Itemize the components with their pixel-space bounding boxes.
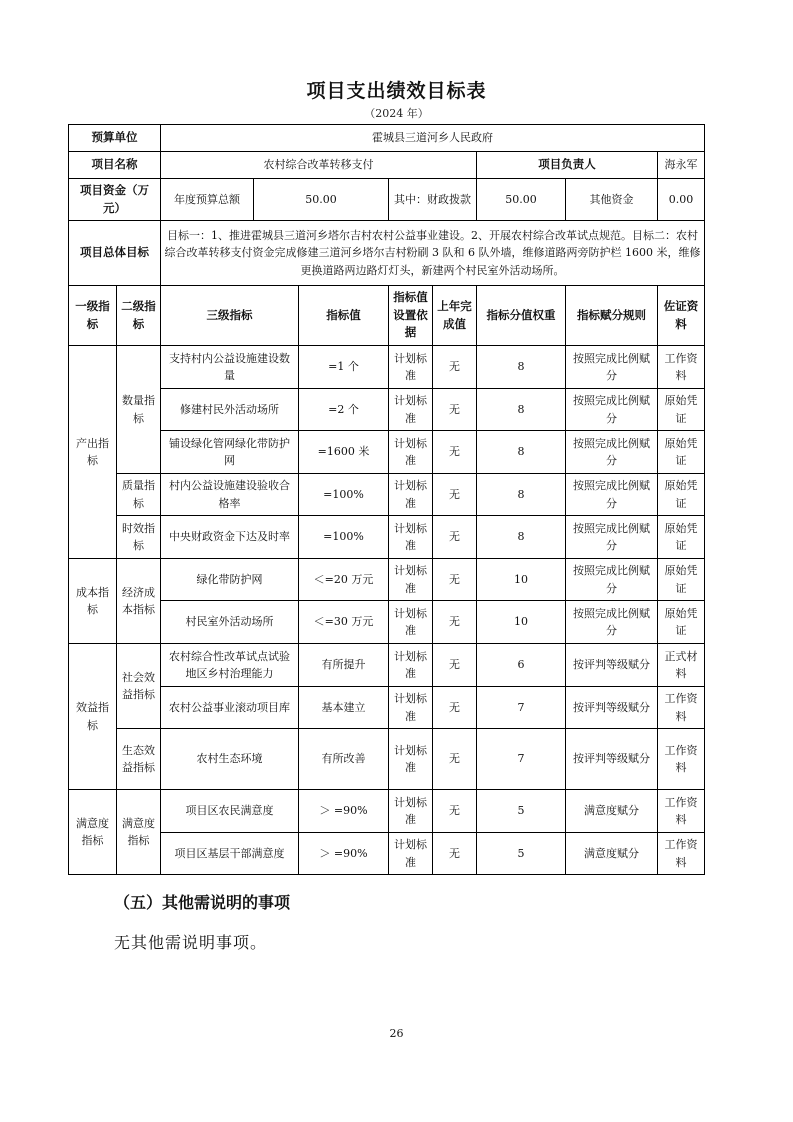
indicator-weight: 8: [477, 431, 566, 474]
indicator-name: 中央财政资金下达及时率: [161, 516, 299, 559]
header-value: 指标值: [299, 286, 389, 346]
indicator-rule: 按照完成比例赋分: [566, 389, 658, 431]
indicator-rule: 按照完成比例赋分: [566, 431, 658, 474]
indicator-weight: 8: [477, 474, 566, 516]
header-level1: 一级指标: [69, 286, 117, 346]
indicator-basis: 计划标准: [389, 346, 433, 389]
table-row: [69, 833, 705, 875]
indicator-basis: 计划标准: [389, 833, 433, 875]
goal-text: 目标一：1、推进霍城县三道河乡塔尔吉村农村公益事业建设。2、开展农村综合改革试点规范。目标二：农村综合改革转移支付资金完成修建三道河乡塔尔吉村粉刷 3 队和 6 队外墙，维修道路两旁防护栏 1600 米，维修更换道路两边路灯灯头，新建两个村民室外活动场所。: [161, 221, 705, 286]
indicator-name: 农村公益事业滚动项目库: [161, 687, 299, 729]
indicator-basis: 计划标准: [389, 389, 433, 431]
indicator-weight: 10: [477, 601, 566, 644]
budget-unit-value: 霍城县三道河乡人民政府: [161, 125, 705, 152]
indicator-evidence: 工作资料: [658, 729, 705, 790]
indicator-value: ＞ =90%: [299, 833, 389, 875]
indicator-weight: 6: [477, 644, 566, 687]
indicator-name: 农村生态环境: [161, 729, 299, 790]
indicator-prev: 无: [433, 790, 477, 833]
indicator-weight: 8: [477, 389, 566, 431]
indicator-name: 支持村内公益设施建设数量: [161, 346, 299, 389]
fiscal-label: 其中：财政拨款: [389, 179, 477, 221]
year-label: （2024 年）: [364, 107, 429, 120]
project-name-label: 项目名称: [69, 152, 161, 179]
indicator-value: ＜=20 万元: [299, 559, 389, 601]
indicator-prev: 无: [433, 644, 477, 687]
goal-label: 项目总体目标: [69, 221, 161, 286]
indicator-name: 修建村民外活动场所: [161, 389, 299, 431]
indicator-prev: 无: [433, 431, 477, 474]
indicator-evidence: 原始凭证: [658, 431, 705, 474]
indicator-weight: 10: [477, 559, 566, 601]
indicator-value: 有所改善: [299, 729, 389, 790]
indicator-prev: 无: [433, 559, 477, 601]
table-row: [69, 346, 705, 389]
project-name-value: 农村综合改革转移支付: [161, 152, 477, 179]
indicator-value: ＜=30 万元: [299, 601, 389, 644]
indicator-basis: 计划标准: [389, 474, 433, 516]
indicator-basis: 计划标准: [389, 729, 433, 790]
indicator-weight: 5: [477, 790, 566, 833]
indicator-basis: 计划标准: [389, 687, 433, 729]
indicator-evidence: 原始凭证: [658, 389, 705, 431]
indicator-name: 村内公益设施建设验收合格率: [161, 474, 299, 516]
indicator-value: =1 个: [299, 346, 389, 389]
table-row: [69, 389, 705, 431]
indicator-basis: 计划标准: [389, 559, 433, 601]
indicator-evidence: 工作资料: [658, 833, 705, 875]
indicator-evidence: 原始凭证: [658, 601, 705, 644]
indicator-name: 农村综合性改革试点试验地区乡村治理能力: [161, 644, 299, 687]
level1-output: 产出指标: [69, 346, 117, 559]
indicator-basis: 计划标准: [389, 601, 433, 644]
table-row: [69, 644, 705, 687]
indicator-weight: 5: [477, 833, 566, 875]
indicator-rule: 按照完成比例赋分: [566, 346, 658, 389]
level2-economic-cost: 经济成本指标: [117, 559, 161, 644]
other-funds-value: 0.00: [658, 179, 705, 221]
table-row: [69, 516, 705, 559]
indicator-name: 项目区农民满意度: [161, 790, 299, 833]
indicator-basis: 计划标准: [389, 790, 433, 833]
level2-eco-benefit: 生态效益指标: [117, 729, 161, 790]
header-evidence: 佐证资料: [658, 286, 705, 346]
indicator-value: ＞ =90%: [299, 790, 389, 833]
indicator-weight: 8: [477, 346, 566, 389]
indicator-name: 绿化带防护网: [161, 559, 299, 601]
funds-label: 项目资金（万元）: [69, 179, 161, 221]
header-basis: 指标值设置依据: [389, 286, 433, 346]
header-level3: 三级指标: [161, 286, 299, 346]
leader-value: 海永军: [658, 152, 705, 179]
indicator-prev: 无: [433, 601, 477, 644]
header-weight: 指标分值权重: [477, 286, 566, 346]
header-level2: 二级指标: [117, 286, 161, 346]
indicator-basis: 计划标准: [389, 431, 433, 474]
table-row: [69, 431, 705, 474]
level2-quantity: 数量指标: [117, 346, 161, 474]
indicator-rule: 按评判等级赋分: [566, 729, 658, 790]
level2-quality: 质量指标: [117, 474, 161, 516]
table-row: [69, 687, 705, 729]
indicator-name: 项目区基层干部满意度: [161, 833, 299, 875]
page-title: 项目支出绩效目标表: [306, 80, 487, 102]
indicator-prev: 无: [433, 687, 477, 729]
fiscal-value: 50.00: [477, 179, 566, 221]
level2-timeliness: 时效指标: [117, 516, 161, 559]
page-number: 26: [389, 1027, 404, 1040]
indicator-evidence: 正式材料: [658, 644, 705, 687]
indicator-rule: 满意度赋分: [566, 790, 658, 833]
indicator-evidence: 原始凭证: [658, 516, 705, 559]
performance-table: [68, 124, 705, 875]
indicator-prev: 无: [433, 833, 477, 875]
indicator-evidence: 工作资料: [658, 346, 705, 389]
indicator-weight: 7: [477, 729, 566, 790]
indicator-basis: 计划标准: [389, 644, 433, 687]
indicator-rule: 满意度赋分: [566, 833, 658, 875]
indicator-rule: 按照完成比例赋分: [566, 559, 658, 601]
indicator-rule: 按照完成比例赋分: [566, 474, 658, 516]
section-heading: （五）其他需说明的事项: [114, 893, 291, 912]
annual-budget-value: 50.00: [254, 179, 389, 221]
budget-unit-label: 预算单位: [69, 125, 161, 152]
indicator-value: =100%: [299, 474, 389, 516]
indicator-name: 铺设绿化管网绿化带防护网: [161, 431, 299, 474]
indicator-weight: 8: [477, 516, 566, 559]
indicator-prev: 无: [433, 346, 477, 389]
indicator-rule: 按评判等级赋分: [566, 687, 658, 729]
indicator-value: 基本建立: [299, 687, 389, 729]
header-rule: 指标赋分规则: [566, 286, 658, 346]
level1-satisfaction: 满意度指标: [69, 790, 117, 875]
indicator-value: =1600 米: [299, 431, 389, 474]
table-row: [69, 790, 705, 833]
table-row: [69, 601, 705, 644]
table-row: [69, 559, 705, 601]
indicator-evidence: 工作资料: [658, 687, 705, 729]
indicator-evidence: 工作资料: [658, 790, 705, 833]
table-row: [69, 729, 705, 790]
indicator-rule: 按照完成比例赋分: [566, 516, 658, 559]
section-text: 无其他需说明事项。: [114, 933, 268, 952]
indicator-evidence: 原始凭证: [658, 474, 705, 516]
level2-satisfaction: 满意度指标: [117, 790, 161, 875]
level2-social-benefit: 社会效益指标: [117, 644, 161, 729]
leader-label: 项目负责人: [477, 152, 658, 179]
indicator-name: 村民室外活动场所: [161, 601, 299, 644]
indicator-weight: 7: [477, 687, 566, 729]
level1-cost: 成本指标: [69, 559, 117, 644]
indicator-value: 有所提升: [299, 644, 389, 687]
indicator-evidence: 原始凭证: [658, 559, 705, 601]
indicator-rule: 按照完成比例赋分: [566, 601, 658, 644]
annual-budget-label: 年度预算总额: [161, 179, 254, 221]
indicator-prev: 无: [433, 516, 477, 559]
indicator-prev: 无: [433, 389, 477, 431]
other-funds-label: 其他资金: [566, 179, 658, 221]
indicator-rule: 按评判等级赋分: [566, 644, 658, 687]
indicator-prev: 无: [433, 729, 477, 790]
level1-benefit: 效益指标: [69, 644, 117, 790]
indicator-value: =100%: [299, 516, 389, 559]
indicator-value: =2 个: [299, 389, 389, 431]
indicator-prev: 无: [433, 474, 477, 516]
indicator-basis: 计划标准: [389, 516, 433, 559]
header-prev: 上年完成值: [433, 286, 477, 346]
table-row: [69, 474, 705, 516]
